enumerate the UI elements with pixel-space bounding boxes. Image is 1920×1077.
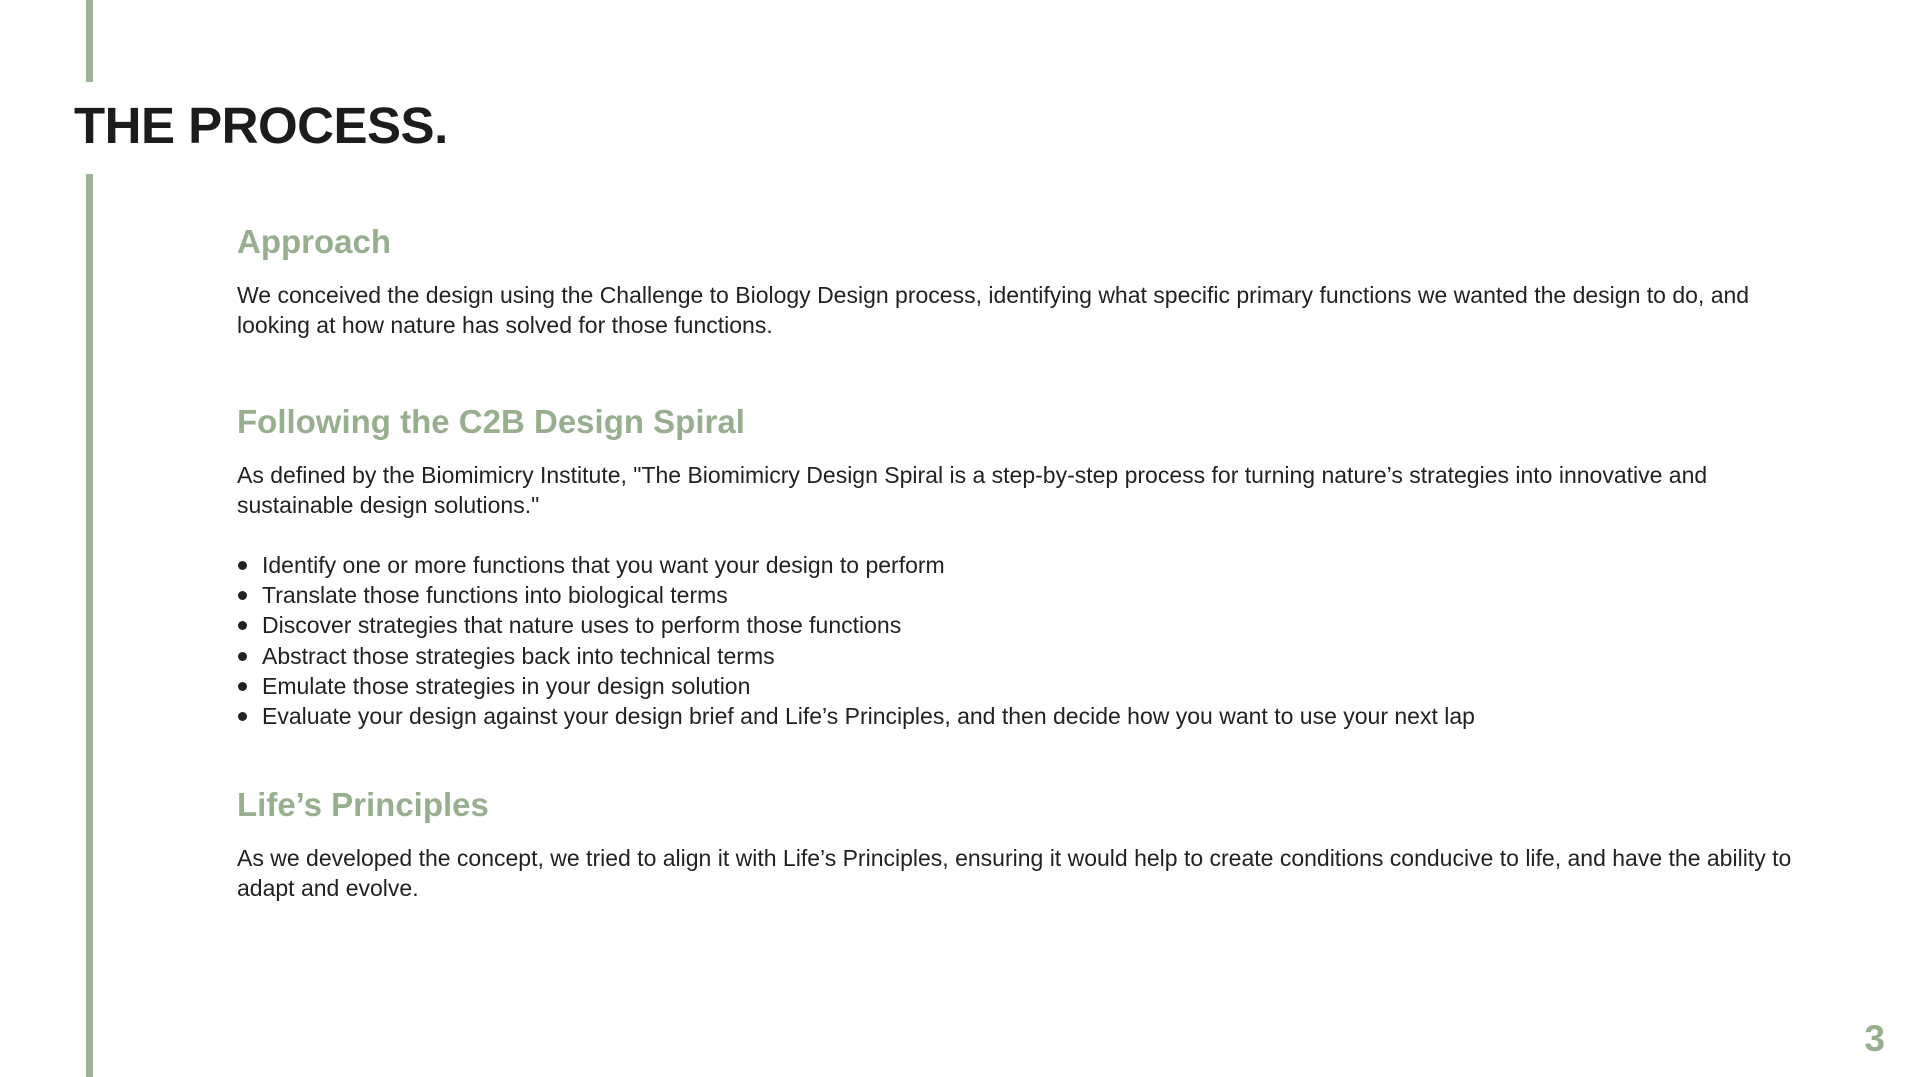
list-item-text: Translate those functions into biological terms bbox=[262, 582, 728, 609]
lifes-principles-paragraph: As we developed the concept, we tried to align it with Life’s Principles, ensuring it would help to create conditions conducive to life, and have the ability to adapt and evolve. bbox=[237, 845, 1792, 902]
list-item bbox=[237, 671, 1797, 701]
section-approach bbox=[237, 222, 1797, 340]
page-title: THE PROCESS. bbox=[74, 97, 448, 154]
section-heading-approach: Approach bbox=[237, 223, 392, 260]
bullet-icon bbox=[238, 591, 247, 600]
section-lifes-principles bbox=[237, 785, 1797, 903]
design-spiral-paragraph: As defined by the Biomimicry Institute, "The Biomimicry Design Spiral is a step-by-step process for turning nature’s strategies into innovative and sustainable design solutions." bbox=[237, 462, 1708, 518]
list-item bbox=[237, 701, 1797, 731]
bullet-icon bbox=[238, 652, 247, 661]
bullet-icon bbox=[238, 561, 247, 570]
content-area bbox=[237, 222, 1797, 903]
bullet-icon bbox=[238, 621, 247, 630]
list-item bbox=[237, 641, 1797, 671]
bullet-icon bbox=[238, 682, 247, 691]
list-item-text: Abstract those strategies back into technical terms bbox=[262, 642, 775, 669]
page-number: 3 bbox=[1864, 1018, 1885, 1059]
list-item bbox=[237, 580, 1797, 610]
list-item bbox=[237, 550, 1797, 580]
approach-paragraph: We conceived the design using the Challenge to Biology Design process, identifying what specific primary functions we wanted the design to do, and looking at how nature has solved for those functions. bbox=[237, 282, 1750, 338]
accent-rule-main bbox=[86, 174, 93, 1077]
list-item-text: Evaluate your design against your design brief and Life’s Principles, and then decide how you want to use your next lap bbox=[262, 703, 1475, 730]
accent-rule-top bbox=[86, 0, 93, 82]
list-item bbox=[237, 610, 1797, 640]
section-heading-lifes-principles: Life’s Principles bbox=[237, 786, 489, 824]
section-heading-design-spiral: Following the C2B Design Spiral bbox=[237, 403, 745, 440]
list-item-text: Discover strategies that nature uses to perform those functions bbox=[262, 612, 902, 639]
list-item-text: Identify one or more functions that you want your design to perform bbox=[262, 552, 945, 578]
section-design-spiral bbox=[237, 402, 1797, 731]
bullet-icon bbox=[238, 712, 247, 721]
design-spiral-steps-list bbox=[237, 550, 1797, 731]
list-item-text: Emulate those strategies in your design solution bbox=[262, 672, 751, 699]
